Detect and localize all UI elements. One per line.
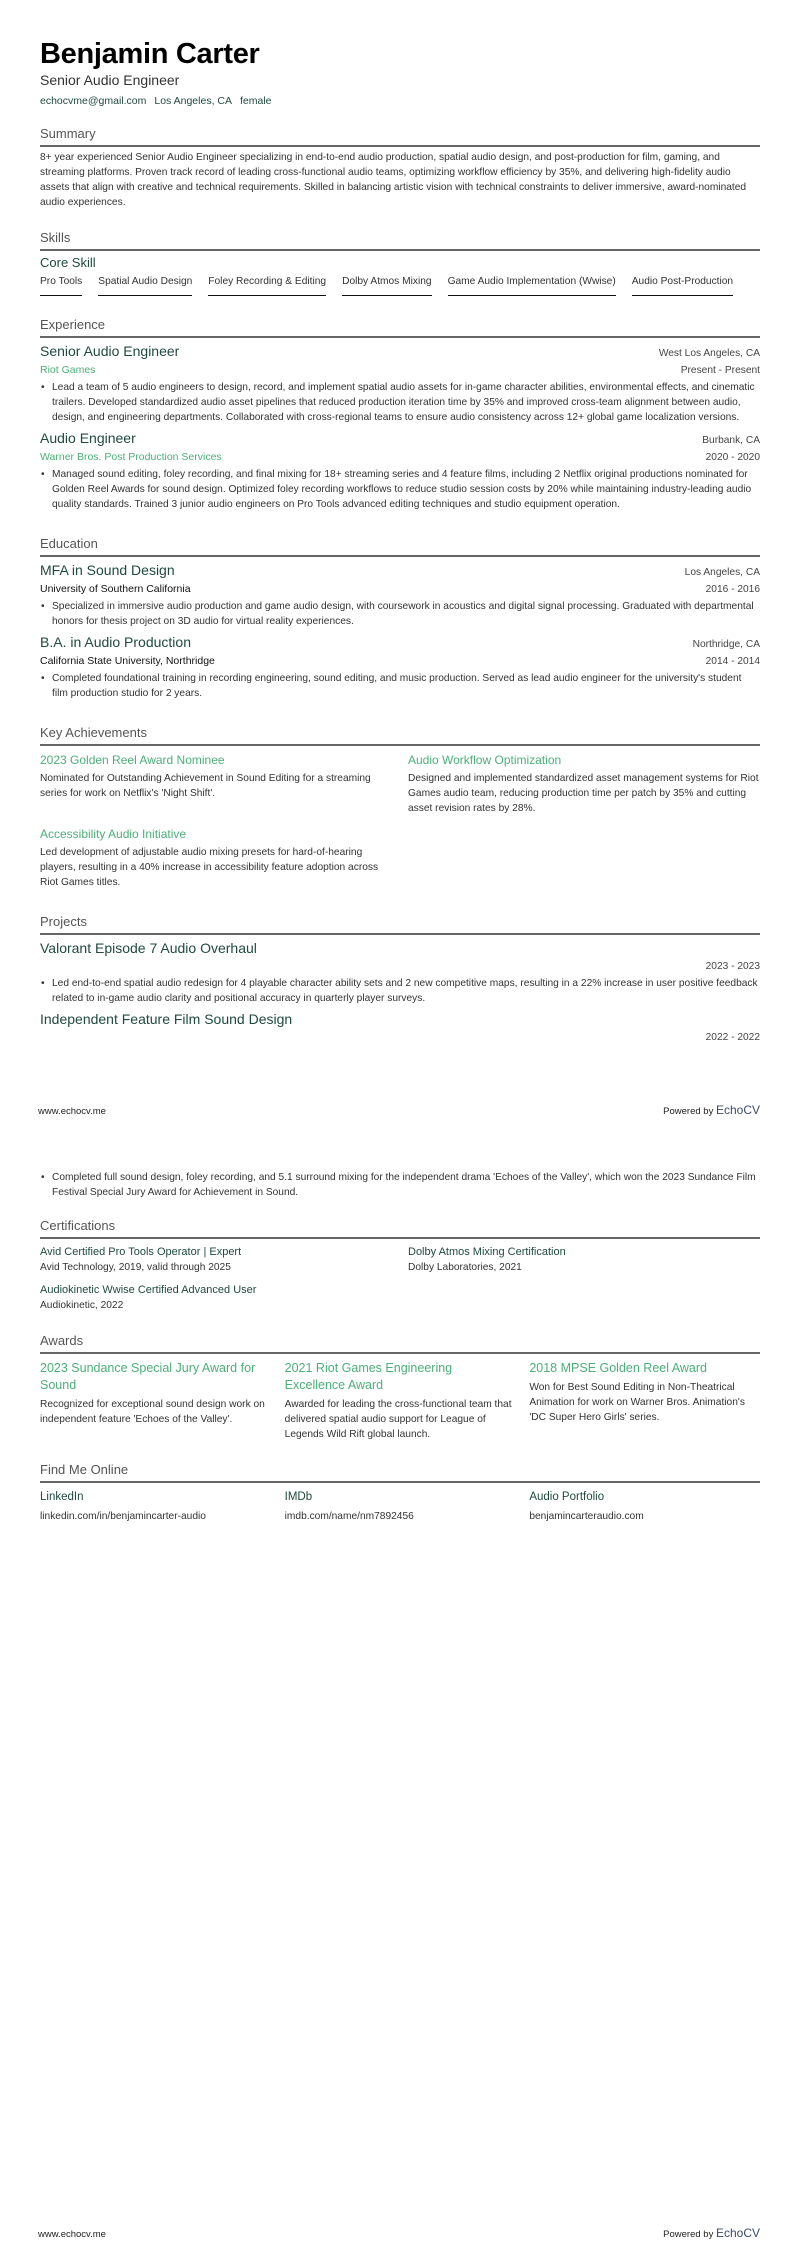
education-entry	[40, 633, 760, 701]
achievement-item	[40, 826, 392, 890]
link-label: LinkedIn	[40, 1491, 84, 1503]
experience-dates: 2020 - 2020	[705, 452, 760, 463]
experience-bullet: • Lead a team of 5 audio engineers to design, record, and implement spatial audio assets for in-game character abilities, environmental effects, and cinematic trailers. Developed standardized audio asset pipelines that reduced production iteration time by 35% and improved cross-team alignment between audio, design, and engineering departments. Collaborated with cross-regional teams to ensure audio consistency across 12+ global game localization versions.	[40, 380, 760, 425]
achievement-title: 2023 Golden Reel Award Nominee	[40, 753, 225, 767]
experience-entry	[40, 342, 760, 425]
powered-by-label: Powered by	[663, 1106, 714, 1117]
education-entry	[40, 561, 760, 629]
experience-company: Riot Games	[40, 364, 96, 376]
section-title-online: Find Me Online	[40, 1462, 760, 1483]
education-location: Los Angeles, CA	[684, 567, 760, 578]
footer-powered	[663, 2226, 760, 2240]
achievement-desc: Led development of adjustable audio mixing presets for hard-of-hearing players, resulting in a 40% increase in accessibility feature adoption across Riot Games titles.	[40, 847, 379, 888]
award-title: 2018 MPSE Golden Reel Award	[529, 1361, 707, 1375]
skill-list	[40, 275, 760, 301]
education-bullet: • Specialized in immersive audio production and game audio design, with coursework in acoustics and digital signal processing. Graduated with departmental honors for thesis project on 3D audio for virtual reality experiences.	[40, 599, 760, 629]
skill-tag: Spatial Audio Design	[98, 275, 192, 296]
powered-by-label: Powered by	[663, 2229, 714, 2240]
location: Los Angeles, CA	[154, 95, 232, 107]
resume-page-2	[0, 1123, 794, 2246]
section-title-experience: Experience	[40, 317, 760, 338]
education-location: Northridge, CA	[692, 639, 760, 650]
brand-logo[interactable]: EchoCV	[715, 1103, 760, 1117]
education-dates: 2016 - 2016	[705, 584, 760, 595]
education-school: California State University, Northridge	[40, 655, 215, 667]
section-title-summary: Summary	[40, 126, 760, 147]
achievement-item	[40, 752, 392, 816]
project-title: Independent Feature Film Sound Design	[40, 1011, 293, 1027]
footer-site-link[interactable]: www.echocv.me	[38, 1106, 106, 1117]
award-item	[40, 1360, 271, 1442]
certification-title: Audiokinetic Wwise Certified Advanced User	[40, 1284, 257, 1296]
achievement-list	[40, 752, 760, 890]
contact-info	[40, 94, 760, 108]
award-title: 2023 Sundance Special Jury Award for Sound	[40, 1361, 256, 1392]
online-link-item	[285, 1489, 516, 1524]
linkedin-link[interactable]: linkedin.com/in/benjamincarter-audio	[40, 1511, 206, 1522]
certification-issuer: Dolby Laboratories, 2021	[408, 1262, 522, 1273]
project-bullet: • Led end-to-end spatial audio redesign for 4 playable character ability sets and 2 new competitive maps, resulting in a 22% increase in user positive feedback related to in-game audio clarity and positional accuracy in quarterly player surveys.	[40, 976, 760, 1006]
imdb-link[interactable]: imdb.com/name/nm7892456	[284, 1511, 414, 1522]
achievement-title: Audio Workflow Optimization	[408, 753, 562, 767]
project-dates: 2022 - 2022	[705, 1032, 760, 1043]
online-link-item	[529, 1489, 760, 1524]
project-title: Valorant Episode 7 Audio Overhaul	[40, 940, 257, 956]
online-link-item	[40, 1489, 271, 1524]
award-title: 2021 Riot Games Engineering Excellence Award	[284, 1361, 453, 1392]
footer-powered	[663, 1103, 760, 1117]
award-item	[285, 1360, 516, 1442]
page-footer	[38, 2226, 760, 2240]
skill-tag: Foley Recording & Editing	[208, 275, 326, 296]
certification-list	[40, 1245, 760, 1313]
skill-group-title: Core Skill	[40, 255, 96, 270]
certification-item	[40, 1245, 392, 1275]
award-desc: Recognized for exceptional sound design work on independent feature 'Echoes of the Valley'.	[40, 1399, 265, 1425]
experience-title: Senior Audio Engineer	[40, 343, 180, 359]
skill-tag: Pro Tools	[40, 275, 82, 296]
education-dates: 2014 - 2014	[705, 656, 760, 667]
project-entry	[40, 939, 760, 1006]
summary-text: 8+ year experienced Senior Audio Engineer specializing in end-to-end audio production, spatial audio design, and post-production for film, gaming, and streaming platforms. Proven track record of leading cross-functional audio teams, optimizing workflow efficiency by 35%, and delivering high-fidelity audio assets that align with creative and technical requirements. Skilled in balancing artistic vision with technical constraints to deliver immersive, award-nominated audio experiences.	[40, 152, 747, 208]
candidate-name: Benjamin Carter	[40, 38, 260, 70]
job-title: Senior Audio Engineer	[40, 72, 180, 88]
experience-company: Warner Bros. Post Production Services	[40, 451, 222, 463]
page-footer	[38, 1103, 760, 1117]
footer-site-link[interactable]: www.echocv.me	[38, 2229, 106, 2240]
experience-title: Audio Engineer	[40, 430, 136, 446]
skill-tag: Audio Post-Production	[632, 275, 733, 296]
project-entry	[40, 1010, 760, 1046]
experience-bullet: • Managed sound editing, foley recording, and final mixing for 18+ streaming series and 4 feature films, including 2 Netflix original productions nominated for Golden Reel Awards for sound design. Optimized foley recording workflows to reduce studio session costs by 20% while maintaining industry-leading audio quality standards. Trained 3 junior audio engineers on Pro Tools advanced editing techniques and studio equipment operation.	[40, 467, 760, 512]
certification-item	[408, 1245, 760, 1275]
skill-tag: Game Audio Implementation (Wwise)	[448, 275, 616, 296]
gender: female	[240, 95, 272, 107]
achievement-desc: Nominated for Outstanding Achievement in Sound Editing for a streaming series for work on Netflix's 'Night Shift'.	[40, 773, 371, 799]
email-link[interactable]: echocvme@gmail.com	[40, 95, 147, 107]
link-label: Audio Portfolio	[529, 1491, 605, 1503]
section-title-achievements: Key Achievements	[40, 725, 760, 746]
achievement-item	[408, 752, 760, 816]
award-desc: Won for Best Sound Editing in Non-Theatrical Animation for work on Warner Bros. Animation's 'DC Super Hero Girls' series.	[529, 1382, 745, 1423]
section-title-skills: Skills	[40, 230, 760, 251]
award-list	[40, 1360, 760, 1442]
certification-title: Dolby Atmos Mixing Certification	[408, 1246, 566, 1258]
certification-title: Avid Certified Pro Tools Operator | Expert	[40, 1246, 242, 1258]
online-links	[40, 1489, 760, 1524]
section-title-projects: Projects	[40, 914, 760, 935]
project-bullet: • Completed full sound design, foley recording, and 5.1 surround mixing for the independent drama 'Echoes of the Valley', which won the 2023 Sundance Film Festival Special Jury Award for Achievement in Sound.	[40, 1170, 760, 1200]
section-title-education: Education	[40, 536, 760, 557]
award-item	[529, 1360, 760, 1442]
section-title-awards: Awards	[40, 1333, 760, 1354]
experience-dates: Present - Present	[680, 365, 760, 376]
achievement-title: Accessibility Audio Initiative	[40, 827, 187, 841]
education-degree: B.A. in Audio Production	[40, 634, 191, 650]
experience-location: West Los Angeles, CA	[658, 348, 760, 359]
education-school: University of Southern California	[40, 583, 191, 595]
certification-issuer: Avid Technology, 2019, valid through 2025	[40, 1262, 231, 1273]
achievement-desc: Designed and implemented standardized asset management systems for Riot Games audio team, reducing production time per patch by 35% and cutting asset revision rates by 28%.	[408, 773, 759, 814]
brand-logo[interactable]: EchoCV	[715, 2226, 760, 2240]
education-degree: MFA in Sound Design	[40, 562, 175, 578]
section-title-certifications: Certifications	[40, 1218, 760, 1239]
certification-issuer: Audiokinetic, 2022	[40, 1300, 124, 1311]
experience-entry	[40, 429, 760, 512]
award-desc: Awarded for leading the cross-functional team that delivered spatial audio support for League of Legends Wild Rift global launch.	[284, 1399, 512, 1440]
portfolio-link[interactable]: benjamincarteraudio.com	[529, 1511, 644, 1522]
certification-item	[40, 1283, 392, 1313]
link-label: IMDb	[284, 1491, 313, 1503]
experience-location: Burbank, CA	[702, 435, 760, 446]
education-bullet: • Completed foundational training in recording engineering, sound editing, and music production. Served as lead audio engineer for the university's student film production studio for 2 years.	[40, 671, 760, 701]
project-dates: 2023 - 2023	[705, 961, 760, 972]
skill-tag: Dolby Atmos Mixing	[342, 275, 431, 296]
